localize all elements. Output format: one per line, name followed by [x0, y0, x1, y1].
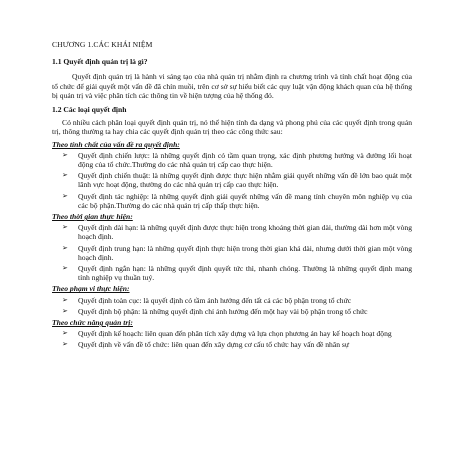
category-title-time: Theo thời gian thực hiện: — [52, 212, 133, 222]
arrow-bullet-icon: ➢ — [62, 329, 68, 338]
list-item — [52, 171, 412, 189]
list-item-text: Quyết định tác nghiệp: là những quyết định giải quyết những vấn đề mang tính chuyên môn nghiệp vụ của các bộ phận.Thường do các nhà quản trị cấp thấp thực hiện. — [78, 191, 412, 210]
section-heading-1-1: 1.1 Quyết định quản trị là gì? — [52, 57, 148, 67]
category-list-scope — [52, 296, 412, 316]
category-list-function — [52, 329, 412, 349]
chapter-title: CHƯƠNG 1.CÁC KHÁI NIỆM — [52, 40, 153, 49]
arrow-bullet-icon: ➢ — [62, 295, 68, 304]
list-item-text: Quyết định về vấn đề tổ chức: liên quan đến xây dựng cơ cấu tổ chức hay vấn đề nhân sự — [78, 340, 349, 350]
list-item — [52, 329, 412, 338]
list-item-text: Quyết định chiến thuật: là những quyết định được thực hiện nhằm giải quyết những vấn đề lớn bao quát một lãnh vực hoạt động, thường do các nhà quản trị cấp cao thực hiện. — [78, 171, 412, 190]
arrow-bullet-icon: ➢ — [62, 340, 68, 349]
list-item — [52, 244, 412, 262]
arrow-bullet-icon: ➢ — [62, 150, 68, 159]
arrow-bullet-icon: ➢ — [62, 223, 68, 232]
list-item — [52, 340, 412, 349]
arrow-bullet-icon: ➢ — [62, 264, 68, 273]
category-title-nature: Theo tính chất của vấn đề ra quyết định: — [52, 139, 180, 149]
section-1-1-body: Quyết định quản trị là hành vi sáng tạo của nhà quản trị nhằm định ra chương trình và tính chất hoạt động của tổ chức để giải quyết một vấn đề đã chín muồi, trên cơ sở sự hiểu biết các quy luật vận động khách quan của hệ thống bị quản trị và việc phân tích các thông tin về hiện tượng của hệ thống đó. — [52, 72, 412, 100]
category-list-nature — [52, 151, 412, 210]
list-item-text: Quyết định trung hạn: là những quyết định thực hiện trong thời gian khá dài, nhưng dưới thời gian một vòng hoạch định. — [78, 243, 412, 262]
list-item-text: Quyết định toàn cục: là quyết định có tầm ảnh hưởng đến tất cả các bộ phận trong tổ chức — [78, 295, 352, 305]
list-item-text: Quyết định chiến lược: là những quyết định có tầm quan trọng, xác định phương hướng và đường lối hoạt động của tổ chức.Thường do các nhà quản trị cấp cao thực hiện. — [78, 150, 412, 170]
list-item — [52, 192, 412, 210]
section-heading-1-2: 1.2 Các loại quyết định — [52, 105, 127, 115]
arrow-bullet-icon: ➢ — [62, 191, 68, 200]
category-list-time — [52, 223, 412, 282]
section-1-2-intro: Có nhiều cách phân loại quyết định quản trị, nó thể hiện tính đa dạng và phong phú của các quyết định trong quản trị, thông thường ta hay chia các quyết định quản trị theo các công thức sau: — [52, 118, 412, 137]
list-item — [52, 264, 412, 282]
arrow-bullet-icon: ➢ — [62, 243, 68, 252]
list-item-text: Quyết định dài hạn: là những quyết định được thực hiện trong khoảng thời gian dài, thường dài hơn một vòng hoạch định. — [78, 223, 412, 242]
list-item-text: Quyết định bộ phận: là những quyết định chỉ ảnh hưởng đến một hay vài bộ phận trong tổ chức — [78, 306, 368, 316]
list-item — [52, 296, 412, 305]
list-item-text: Quyết định kế hoạch: liên quan đến phân tích xây dựng và lựa chọn phương án hay kế hoạch hoạt động — [78, 329, 392, 339]
category-title-scope: Theo phạm vi thực hiện: — [52, 284, 130, 294]
list-item — [52, 307, 412, 316]
category-title-function: Theo chức năng quản trị: — [52, 318, 133, 328]
list-item-text: Quyết định ngắn hạn: là những quyết định quyết tức thì, nhanh chóng. Thường là những quyết định mang tính nghiệp vụ thuần tuý. — [78, 264, 412, 283]
document-page — [52, 40, 412, 352]
arrow-bullet-icon: ➢ — [62, 171, 68, 180]
list-item — [52, 151, 412, 169]
list-item — [52, 223, 412, 241]
arrow-bullet-icon: ➢ — [62, 306, 68, 315]
